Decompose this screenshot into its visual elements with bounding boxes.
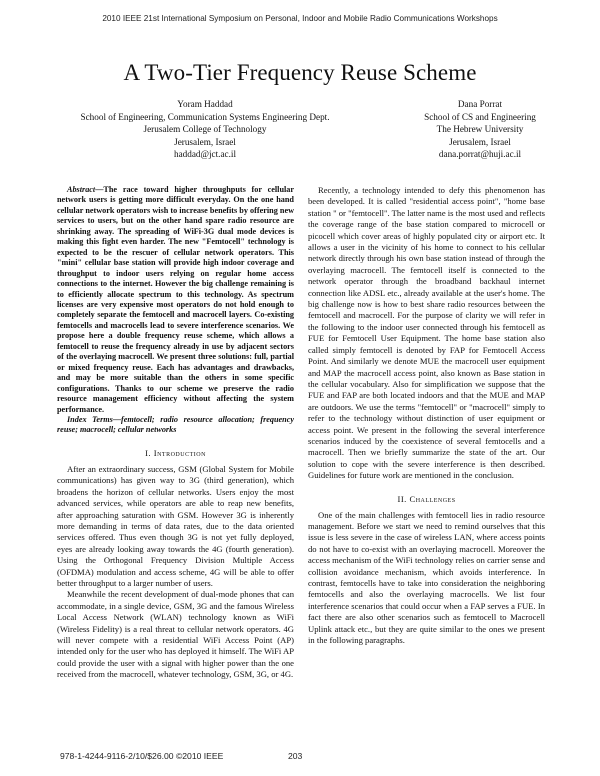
author-dept: School of CS and Engineering (424, 111, 536, 122)
author-city: Jerusalem, Israel (449, 136, 511, 147)
abstract (57, 185, 294, 415)
section-heading-challenges: II. Challenges (397, 493, 456, 504)
index-terms-label: Index Terms (67, 414, 113, 424)
right-column (308, 185, 545, 646)
author-name: Yoram Haddad (177, 99, 233, 109)
author-name: Dana Porrat (457, 99, 503, 109)
author-org: The Hebrew University (436, 124, 524, 135)
left-column (57, 185, 294, 681)
abstract-label: Abstract (67, 185, 96, 194)
author-org: Jerusalem College of Technology (143, 124, 267, 135)
abstract-text: —The race toward higher throughputs for cellular network users is getting more difficult everyday. On the one hand cellular network operators wish to increase benefits by offering new services to users, but on the other hand spare radio resource are shrinking away. The spreading of WiFi-3G dual mode devices is making this fight even harder. The new "Femtocell" technology is expected to be the rescuer of cellular network operators. This "mini" cellular base station will provide high indoor coverage and throughput to indoor users relying on regular home access connections to the internet. However the big challenge remaining is to efficiently allocate spectrum to this technology. As spectrum licenses are very expensive most operators do not hold enough to completely separate the femtocell and macrocell layers. Co-existing femtocells and macrocells lead to severe interference scenarios. We propose here a double frequency reuse scheme, which allows a femtocell to reuse the frequency already in use by adjacent sectors of the overlaying macrocell. We present three solutions: full, partial or mixed frequency reuse. Each has advantages and drawbacks, and may be more suitable than the others in some specific configurations. Thanks to our scheme we preserve the radio resource management efficiency without affecting the system performance. (57, 185, 294, 414)
copyright-footer: 978-1-4244-9116-2/10/$26.00 ©2010 IEEE (60, 751, 224, 761)
body-paragraph-challenges: One of the main challenges with femtocell lies in radio resource management. Before we start we need to remind ourselves that this issue is less severe in the case of wireless LAN, where access points do not have to co-exist with an overlaying macrocell. Moreover the access mechanism of the WiFi technology relies on carrier sense and collision avoidance mechanism, which avoids interference. In contrast, femtocells have to take into consideration the neighboring femtocells and also the overlaying macrocells. We list four interference scenarios that could occur when a FAP serves a FUE. In fact there are also other scenarios such as femtocell to Macrocell Uplink attack etc., but they are quite similar to the ones we present in the following paragraphs. (308, 509, 545, 646)
index-terms-text: —femtocell; radio resource allocation; frequency reuse; macrocell; cellular networks (57, 414, 295, 435)
page-number: 203 (288, 751, 303, 761)
author-email: haddad@jct.ac.il (173, 149, 237, 160)
paper-title: A Two-Tier Frequency Reuse Scheme (123, 60, 477, 85)
author-dept: School of Engineering, Communication Systems Engineering Dept. (80, 111, 330, 122)
author-block-2 (370, 98, 590, 161)
body-paragraph-femtocell: Recently, a technology intended to defy this phenomenon has been developed. It is called "residential access point", "home base station " or "femtocell". The latter name is the most used and reflects the coverage range of the base station compared to microcell or picocell which cover areas of highly populated city or airport etc. It allows a user in the vicinity of his home to connect to his cellular network directly through his own base station instead of through the overlaying macrocell. The femtocell itself is connected to the network operator through the broadband backhaul internet connection like ADSL etc., already available at the user's home. The big challenge now is how to best share radio resources between the femtocell and macrocell. For the purpose of clarity we will refer in the following to the indoor user connected through his femtocell as FUE for Femtocell User Equipment. The home base station also called simply femtocell is denoted by FAP for Femtocell Access Point. And similarly we denote MUE the macrocell user equipment and MAP the macrocell access point, also known as Base station in the cellular vocabulary. Also for simplification we suppose that the FUE and FAP are both located indoors and that the MUE and MAP are outdoors. We use the terms "femtocell" or "macrocell" simply to refer to the technology without distinction of user equipment or access point. We present in the following the several interference scenarios induced by the coexistence of several femtocells and a macrocell. Then we briefly summarize the state of the art. Our solution to cope with the severe interference is then described. Guidelines for future work are mentioned in the conclusion. (308, 185, 545, 481)
intro-paragraph-2: Meanwhile the recent development of dual-mode phones that can accommodate, in a single device, GSM, 3G and the famous Wireless Local Access Network (WLAN) technology known as WiFi (Wireless Fidelity) is a real threat to cellular network operators. 4G will never compete with a residential WiFi Access Point (AP) intended only for the user who has deployed it himself. The WiFi AP could provide the user with a signal with higher power than the one received from the macrocell, whatever technology, GSM, 3G, or 4G. (57, 589, 294, 680)
author-city: Jerusalem, Israel (174, 136, 236, 147)
author-email: dana.porrat@huji.ac.il (438, 149, 522, 160)
author-block-1 (60, 98, 350, 161)
intro-paragraph-1: After an extraordinary success, GSM (Global System for Mobile communications) has given way to 3G (third generation), which broadens the horizon of cellular networks. Users enjoy the most advanced services, while operators are able to reap new benefits, after approaching saturation with GSM. However 3G is inherently more demanding in terms of data rates, due to the data oriented services offered. Thus even though 3G is not yet fully deployed, eyes are already looking away towards the 4G (fourth generation). Using the Orthogonal Frequency Division Multiple Access (OFDMA) modulation and access scheme, 4G will be able to offer better throughput to a larger number of users. (57, 463, 294, 588)
section-heading-introduction: I. Introduction (145, 447, 206, 458)
conference-header: 2010 IEEE 21st International Symposium on Personal, Indoor and Mobile Radio Communications Workshops (102, 14, 498, 23)
index-terms (57, 415, 294, 436)
